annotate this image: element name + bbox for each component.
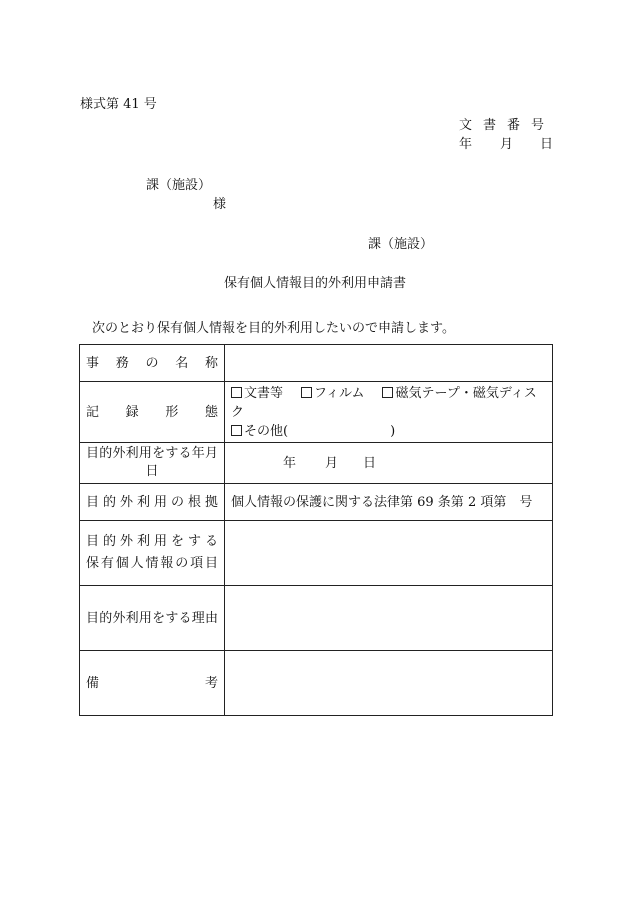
checkbox-film[interactable]: [301, 387, 312, 398]
document-number-label: 文書番号: [459, 118, 556, 133]
intro-text: 次のとおり保有個人情報を目的外利用したいので申請します。: [92, 321, 455, 336]
label-info-items-line1: 目的外利用をする: [86, 534, 218, 549]
sender-department: 課（施設）: [368, 237, 434, 252]
label-use-date: [80, 443, 225, 484]
checkbox-document[interactable]: [231, 387, 242, 398]
label-char: 称: [204, 355, 218, 371]
row-remarks: [80, 651, 553, 716]
label-office-name: [80, 345, 225, 382]
document-title: 保有個人情報目的外利用申請書: [223, 276, 406, 291]
label-use-date-line1: 目的外利用をする年月: [86, 446, 218, 461]
label-record-format: [80, 382, 225, 443]
label-char: の: [145, 355, 159, 371]
label-char: 形: [165, 404, 179, 420]
label-char: 記: [86, 404, 100, 420]
option-film: フィルム: [314, 385, 365, 401]
date-year-label: 年: [459, 137, 473, 152]
label-char: 事: [86, 355, 100, 371]
label-char: 務: [115, 355, 129, 371]
label-info-items-line2: 保有個人情報の項目: [86, 556, 218, 571]
label-char: 態: [204, 404, 218, 420]
application-form-table: [79, 344, 553, 716]
row-office-name: [80, 345, 553, 382]
option-magnetic: 磁気テープ・磁気ディスク: [231, 385, 537, 420]
row-record-format: [80, 382, 553, 443]
use-date-year: 年: [283, 455, 297, 471]
date-day-label: 日: [540, 137, 554, 152]
value-record-format: [225, 382, 553, 443]
use-date-month: 月: [325, 455, 339, 471]
value-office-name[interactable]: [225, 345, 553, 382]
checkbox-magnetic[interactable]: [382, 387, 393, 398]
label-use-date-line2: 日: [145, 464, 159, 479]
value-info-items[interactable]: [225, 521, 553, 586]
row-reason: [80, 586, 553, 651]
label-char: 録: [125, 404, 139, 420]
checkbox-other[interactable]: [231, 425, 242, 436]
label-char: 考: [204, 675, 218, 691]
row-legal-basis: [80, 484, 553, 521]
addressee-department: 課（施設）: [146, 178, 212, 193]
option-other: その他(: [244, 423, 289, 439]
value-reason[interactable]: [225, 586, 553, 651]
row-info-items: [80, 521, 553, 586]
row-use-date: [80, 443, 553, 484]
value-remarks[interactable]: [225, 651, 553, 716]
addressee-honorific: 様: [213, 197, 227, 212]
value-legal-basis[interactable]: 個人情報の保護に関する法律第 69 条第 2 項第 号: [225, 484, 553, 521]
date-month-label: 月: [500, 137, 514, 152]
use-date-day: 日: [363, 455, 377, 471]
form-number: 様式第 41 号: [80, 97, 157, 112]
document-date: [459, 137, 553, 153]
label-char: 備: [86, 675, 100, 691]
value-use-date[interactable]: [225, 443, 553, 484]
label-reason: 目的外利用をする理由: [80, 586, 225, 651]
label-remarks: [80, 651, 225, 716]
label-char: 名: [175, 355, 189, 371]
label-legal-basis: 目的外利用の根拠: [80, 484, 225, 521]
label-info-items: [80, 521, 225, 586]
option-other-close: ): [390, 423, 396, 439]
option-document: 文書等: [244, 385, 284, 401]
